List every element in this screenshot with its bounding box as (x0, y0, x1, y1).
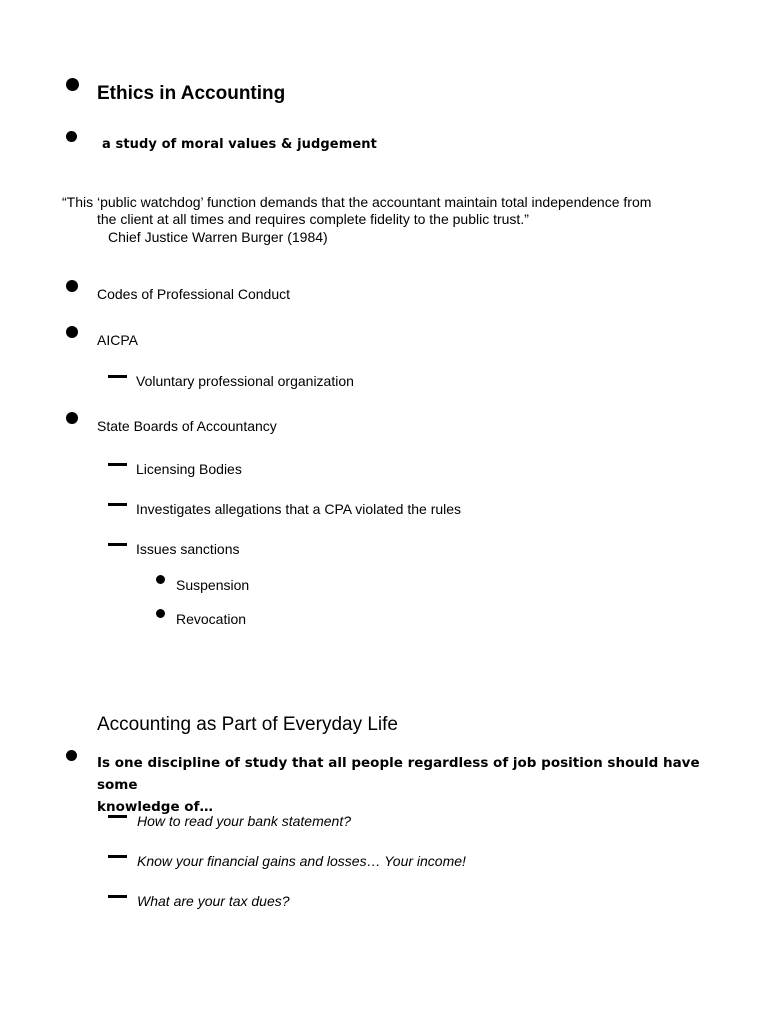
bullet-icon (66, 78, 79, 91)
section-title-everyday: Accounting as Part of Everyday Life (97, 714, 398, 735)
state-boards-heading: State Boards of Accountancy (97, 418, 277, 434)
dash-icon (108, 815, 127, 818)
everyday-point (97, 752, 737, 818)
bullet-icon (66, 280, 78, 292)
sanction-item: Suspension (176, 577, 250, 593)
ethics-subtitle: a study of moral values & judgement (102, 137, 377, 152)
aicpa-item: Voluntary professional organization (136, 373, 354, 389)
aicpa-heading: AICPA (97, 332, 138, 348)
bullet-icon (66, 131, 77, 142)
dash-icon (108, 543, 127, 546)
quote-attribution: Chief Justice Warren Burger (1984) (108, 229, 328, 245)
state-boards-item: Investigates allegations that a CPA violated the rules (136, 501, 462, 517)
everyday-point-line-1: Is one discipline of study that all people regardless of job position should have some (97, 755, 700, 793)
state-boards-item: Licensing Bodies (136, 461, 242, 477)
dash-icon (108, 855, 127, 858)
quote-line-1: “This ‘public watchdog’ function demands that the accountant maintain total independence from (62, 194, 652, 210)
bullet-icon (66, 326, 78, 338)
dash-icon (108, 375, 127, 378)
dash-icon (108, 895, 127, 898)
bullet-icon (156, 609, 165, 618)
conduct-heading: Codes of Professional Conduct (97, 286, 290, 302)
section-title-ethics: Ethics in Accounting (97, 83, 286, 104)
everyday-point-line-2: knowledge of… (97, 799, 213, 815)
everyday-question: How to read your bank statement? (137, 813, 352, 829)
everyday-question: What are your tax dues? (137, 893, 290, 909)
sanction-item: Revocation (176, 611, 247, 627)
everyday-question: Know your financial gains and losses… Your income! (137, 853, 466, 869)
bullet-icon (156, 575, 165, 584)
dash-icon (108, 503, 127, 506)
quote-line-2: the client at all times and requires complete fidelity to the public trust.” (97, 211, 529, 227)
state-boards-item: Issues sanctions (136, 541, 240, 557)
bullet-icon (66, 750, 77, 761)
dash-icon (108, 463, 127, 466)
bullet-icon (66, 412, 78, 424)
